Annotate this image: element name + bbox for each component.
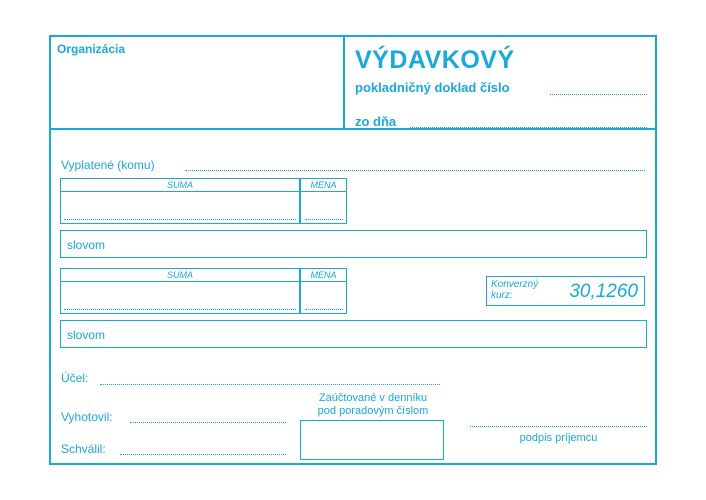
schvalil-label: Schválil: [61, 442, 106, 456]
suma-dots-2 [64, 309, 296, 310]
mena-header-2 [300, 268, 347, 282]
doklad-cislo-label: pokladničný doklad číslo [355, 80, 510, 95]
vyhotovil-label: Vyhotovil: [61, 410, 113, 424]
slovom-label-2: slovom [67, 328, 106, 342]
suma-header-text-2: SUMA [166, 270, 193, 280]
mena-header-text-2: MENA [310, 270, 337, 280]
ucel-label: Účel: [61, 371, 89, 385]
zauctovane-label [300, 392, 446, 418]
mena-dots-1 [305, 219, 343, 220]
mena-dots-2 [305, 309, 343, 310]
zauctovane-line1: Zaúčtované v denníku [318, 392, 428, 404]
slovom-label-1: slovom [67, 238, 106, 252]
kurz-label: kurz: [491, 290, 513, 301]
header-vertical-divider [343, 35, 345, 129]
document-title: VÝDAVKOVÝ [355, 46, 515, 74]
mena-header-text-1: MENA [310, 180, 337, 190]
zauctovane-field[interactable] [300, 420, 444, 460]
doklad-cislo-field[interactable] [550, 94, 647, 95]
vyplatene-field[interactable] [185, 170, 645, 171]
suma-header-2 [60, 268, 300, 282]
vyhotovil-field[interactable] [130, 422, 286, 423]
konverzny-kurz-box [486, 276, 645, 306]
suma-header-text-1: SUMA [166, 180, 193, 190]
date-field[interactable] [410, 127, 647, 128]
slovom-field-1[interactable] [60, 230, 647, 258]
zauctovane-line2: pod poradovým číslom [317, 405, 429, 417]
podpis-line[interactable] [470, 426, 647, 427]
suma-header-1 [60, 178, 300, 192]
konverzny-kurz-value: 30,1260 [569, 281, 638, 302]
suma-dots-1 [64, 219, 296, 220]
konverzny-label: Konverzný [491, 279, 539, 290]
vyplatene-label: Vyplatené (komu) [61, 158, 155, 172]
ucel-field[interactable] [100, 384, 440, 385]
mena-header-1 [300, 178, 347, 192]
podpis-label: podpis príjemcu [519, 432, 598, 444]
organizacia-label: Organizácia [57, 42, 126, 56]
header-divider [49, 128, 657, 130]
slovom-field-2[interactable] [60, 320, 647, 348]
date-label: zo dňa [355, 114, 397, 129]
schvalil-field[interactable] [120, 454, 286, 455]
